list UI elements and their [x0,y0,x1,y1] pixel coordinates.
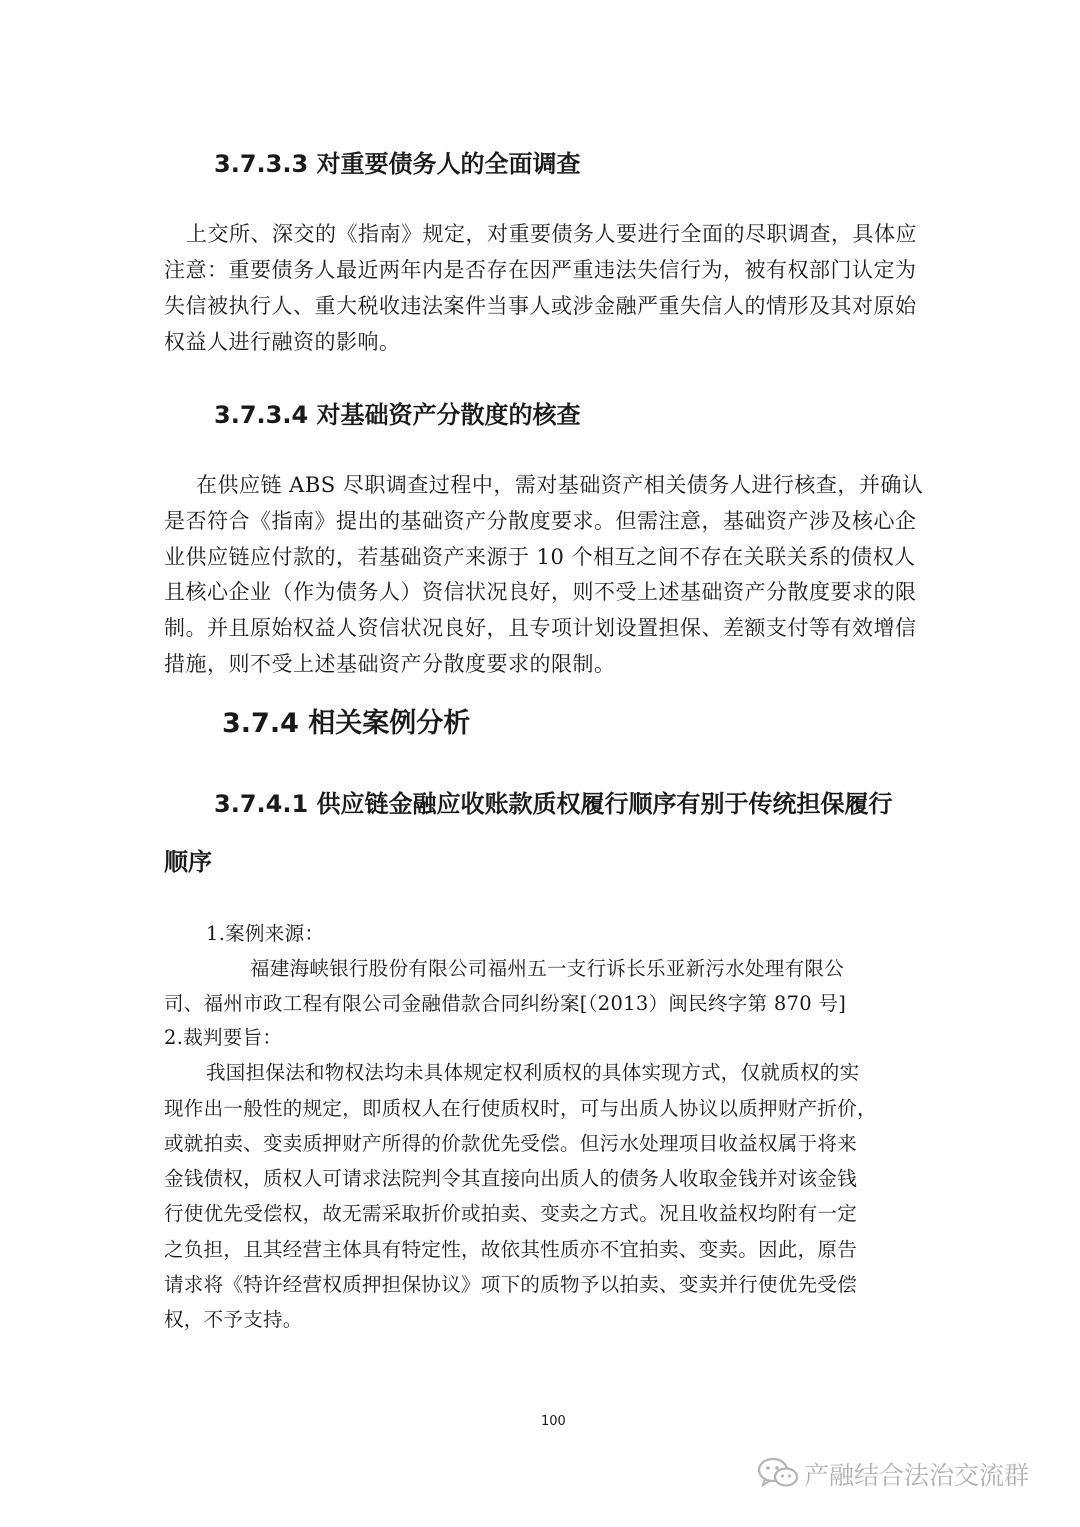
wechat-icon [756,1455,800,1491]
paragraph-1-line-4: 权益人进行融资的影响。 [164,330,401,354]
ruling-line-2: 现作出一般性的规定，即质权人在行使质权时，可与出质人协议以质押财产折价， [164,1097,877,1120]
paragraph-2-line-6: 措施，则不受上述基础资产分散度要求的限制。 [164,652,616,676]
paragraph-1-line-1: 上交所、深交的《指南》规定，对重要债务人要进行全面的尽职调查，具体应 [186,222,917,246]
heading-3-7-4-1-line-2: 顺序 [164,848,212,876]
ruling-line-6: 之负担，且其经营主体具有特定性，故依其性质亦不宜拍卖、变卖。因此，原告 [164,1238,858,1261]
paragraph-2-line-4: 且核心企业（作为债务人）资信状况良好，则不受上述基础资产分散度要求的限 [164,580,917,604]
watermark-text: 产融结合法治交流群 [804,1461,1030,1490]
heading-3-7-4: 3.7.4 相关案例分析 [222,708,471,739]
heading-3-7-4-1-line-1: 3.7.4.1 供应链金融应收账款质权履行顺序有别于传统担保履行 [214,790,893,818]
ruling-label: 2.裁判要旨： [164,1026,283,1049]
paragraph-2-line-2: 是否符合《指南》提出的基础资产分散度要求。但需注意，基础资产涉及核心企 [164,509,917,533]
paragraph-2-line-5: 制。并且原始权益人资信状况良好，且专项计划设置担保、差额支付等有效增信 [164,616,917,640]
ruling-line-4: 金钱债权，质权人可请求法院判令其直接向出质人的债务人收取金钱并对该金钱 [164,1167,858,1190]
ruling-line-5: 行使优先受偿权，故无需采取折价或拍卖、变卖之方式。况且收益权均附有一定 [164,1202,858,1225]
paragraph-1-line-3: 失信被执行人、重大税收违法案件当事人或涉金融严重失信人的情形及其对原始 [164,294,917,318]
heading-3-7-3-4: 3.7.3.4 对基础资产分散度的核查 [214,401,581,429]
paragraph-2-line-1: 在供应链 ABS 尽职调查过程中，需对基础资产相关债务人进行核查，并确认 [196,473,924,497]
paragraph-2-line-3: 业供应链应付款的，若基础资产来源于 10 个相互之间不存在关联关系的债权人 [164,545,916,569]
case-source-line-2: 司、福州市政工程有限公司金融借款合同纠纷案[（2013）闽民终字第 870 号] [164,992,847,1015]
heading-3-7-3-3: 3.7.3.3 对重要债务人的全面调查 [214,150,581,178]
ruling-line-3: 或就拍卖、变卖质押财产所得的价款优先受偿。但污水处理项目收益权属于将来 [164,1132,858,1155]
page-number: 100 [541,1414,566,1429]
paragraph-1-line-2: 注意：重要债务人最近两年内是否存在因严重违法失信行为，被有权部门认定为 [164,258,917,282]
case-source-line-1: 福建海峡银行股份有限公司福州五一支行诉长乐亚新污水处理有限公 [250,957,845,980]
case-source-label: 1.案例来源： [206,922,325,945]
ruling-line-8: 权，不予支持。 [164,1308,303,1331]
ruling-line-7: 请求将《特许经营权质押担保协议》项下的质物予以拍卖、变卖并行使优先受偿 [164,1273,858,1296]
ruling-line-1: 我国担保法和物权法均未具体规定权利质权的具体实现方式，仅就质权的实 [206,1061,860,1084]
